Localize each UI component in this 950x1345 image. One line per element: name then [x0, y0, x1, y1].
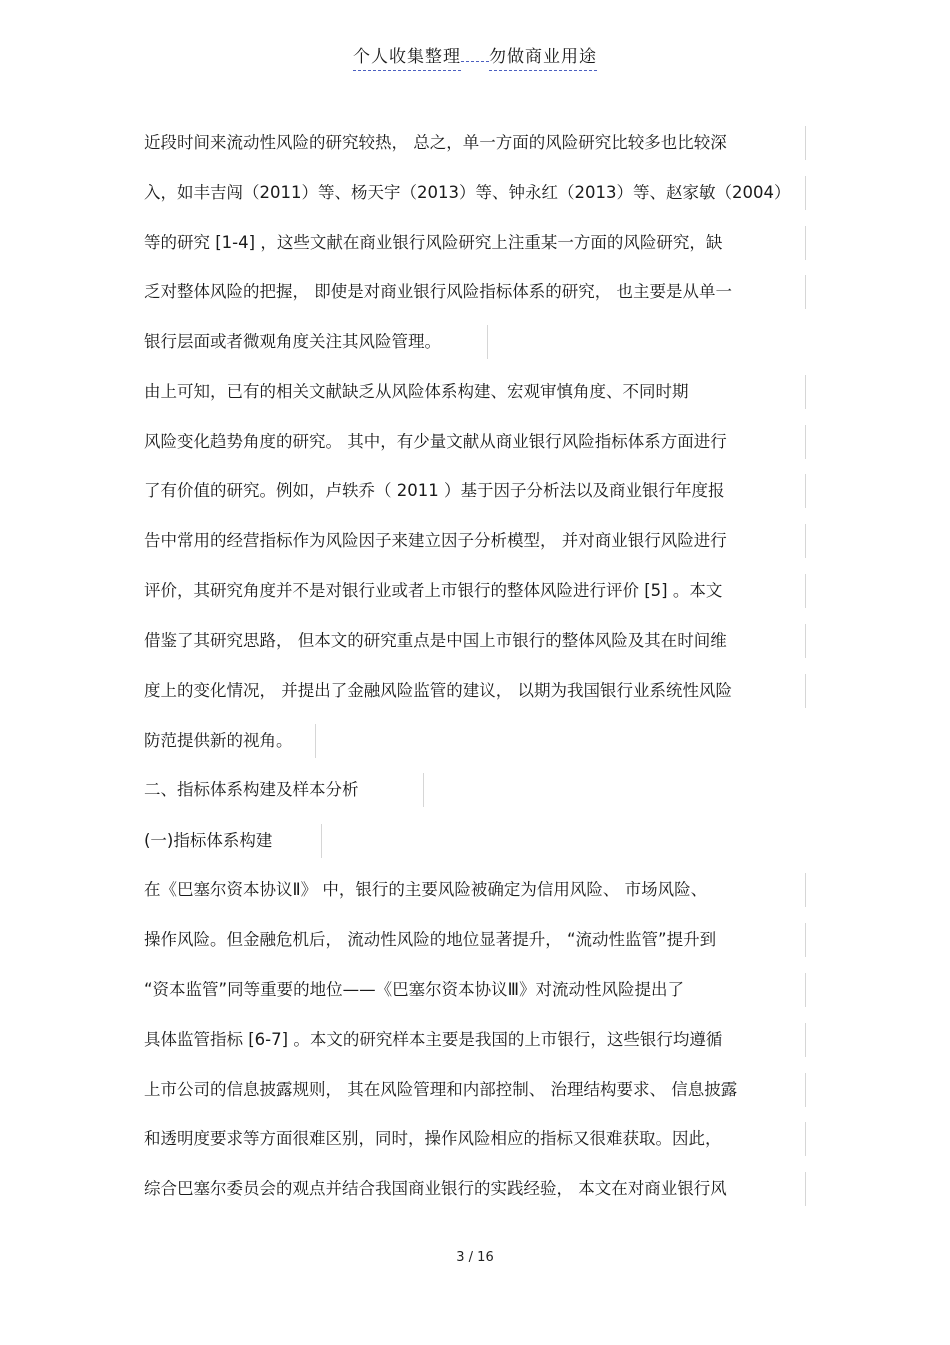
text-line: 银行层面或者微观角度关注其风险管理。 [144, 325, 488, 359]
text-line: 等的研究 [1-4] ，这些文献在商业银行风险研究上注重某一方面的风险研究，缺 [144, 226, 806, 260]
text-line: 风险变化趋势角度的研究。 其中，有少量文献从商业银行风险指标体系方面进行 [144, 425, 806, 459]
text-line: 借鉴了其研究思路， 但本文的研究重点是中国上市银行的整体风险及其在时间维 [144, 624, 806, 658]
header-text-right: 勿做商业用途 [489, 47, 597, 71]
text-line: 近段时间来流动性风险的研究较热， 总之，单一方面的风险研究比较多也比较深 [144, 126, 806, 160]
page-header [0, 42, 950, 67]
subsection-heading: (一)指标体系构建 [144, 824, 322, 858]
text-line: 和透明度要求等方面很难区别，同时，操作风险相应的指标又很难获取。因此， [144, 1122, 806, 1156]
page-number: 3 / 16 [456, 1250, 494, 1265]
text-line: 在《巴塞尔资本协议Ⅱ》 中，银行的主要风险被确定为信用风险、 市场风险、 [144, 873, 806, 907]
text-line: 告中常用的经营指标作为风险因子来建立因子分析模型， 并对商业银行风险进行 [144, 524, 806, 558]
text-line: 乏对整体风险的把握， 即使是对商业银行风险指标体系的研究， 也主要是从单一 [144, 275, 806, 309]
text-line: 具体监管指标 [6-7] 。本文的研究样本主要是我国的上市银行，这些银行均遵循 [144, 1023, 806, 1057]
text-line: 由上可知，已有的相关文献缺乏从风险体系构建、宏观审慎角度、不同时期 [144, 375, 806, 409]
text-line: 上市公司的信息披露规则， 其在风险管理和内部控制、 治理结构要求、 信息披露 [144, 1073, 806, 1107]
text-line: 了有价值的研究。例如，卢轶乔（ 2011 ）基于因子分析法以及商业银行年度报 [144, 474, 806, 508]
text-line: 综合巴塞尔委员会的观点并结合我国商业银行的实践经验， 本文在对商业银行风 [144, 1172, 806, 1206]
text-line: 入，如丰吉闯（2011）等、杨天宇（2013）等、钟永红（2013）等、赵家敏（2004） [144, 176, 806, 210]
header-text-left: 个人收集整理 [353, 47, 461, 71]
text-line: “资本监管”同等重要的地位——《巴塞尔资本协议Ⅲ》对流动性风险提出了 [144, 973, 806, 1007]
text-line: 操作风险。但金融危机后， 流动性风险的地位显著提升， “流动性监管”提升到 [144, 923, 806, 957]
text-line: 防范提供新的视角。 [144, 724, 316, 758]
text-line: 评价，其研究角度并不是对银行业或者上市银行的整体风险进行评价 [5] 。本文 [144, 574, 806, 608]
section-heading: 二、指标体系构建及样本分析 [144, 773, 424, 807]
text-line: 度上的变化情况， 并提出了金融风险监管的建议， 以期为我国银行业系统性风险 [144, 674, 806, 708]
